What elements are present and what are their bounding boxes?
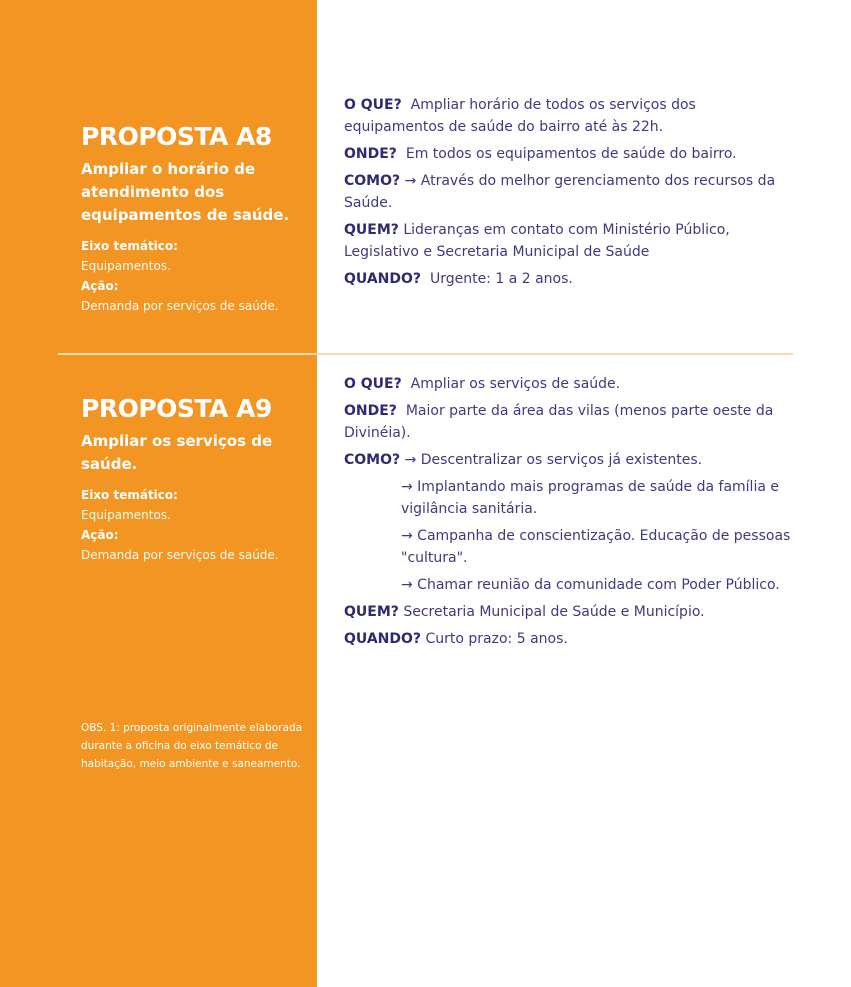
oque-row bbox=[344, 373, 799, 395]
proposal-a8-meta bbox=[81, 236, 291, 316]
como-label: COMO? bbox=[344, 452, 401, 468]
como-item: → Implantando mais programas de saúde da família e vigilância sanitária. bbox=[401, 479, 779, 517]
quem-row bbox=[344, 219, 799, 263]
acao-label: Ação: bbox=[81, 528, 119, 542]
proposal-a8-summary bbox=[81, 122, 291, 316]
como-row bbox=[344, 170, 799, 214]
proposal-a9-title: PROPOSTA A9 bbox=[81, 394, 272, 423]
onde-row bbox=[344, 400, 799, 444]
oque-text: Ampliar horário de todos os serviços dos equipamentos de saúde do bairro até às 22h. bbox=[344, 97, 696, 135]
oque-text: Ampliar os serviços de saúde. bbox=[410, 376, 621, 392]
como-label: COMO? bbox=[344, 173, 401, 189]
onde-label: ONDE? bbox=[344, 146, 397, 162]
oque-label: O QUE? bbox=[344, 97, 402, 113]
quem-row bbox=[344, 601, 799, 623]
como-text: → Através do melhor gerenciamento dos recursos da Saúde. bbox=[344, 173, 776, 211]
section-divider bbox=[58, 353, 793, 355]
quando-row bbox=[344, 628, 799, 650]
proposal-a9-details bbox=[344, 373, 799, 655]
quando-row bbox=[344, 268, 799, 290]
onde-row bbox=[344, 143, 799, 165]
proposal-a8-title: PROPOSTA A8 bbox=[81, 122, 272, 151]
como-item: → Campanha de conscientização. Educação de pessoas "cultura". bbox=[401, 528, 791, 566]
como-item: → Chamar reunião da comunidade com Poder Público. bbox=[401, 577, 780, 593]
acao-value: Demanda por serviços de saúde. bbox=[81, 548, 279, 562]
proposal-a9-subtitle: Ampliar os serviços de saúde. bbox=[81, 432, 273, 473]
onde-text: Em todos os equipamentos de saúde do bairro. bbox=[405, 146, 737, 162]
como-item-row bbox=[344, 525, 799, 569]
como-item: → Descentralizar os serviços já existentes. bbox=[404, 452, 703, 468]
como-row bbox=[344, 449, 799, 471]
observation-note: OBS. 1: proposta originalmente elaborada durante a oficina do eixo temático de habitação, meio ambiente e saneamento. bbox=[81, 722, 303, 770]
oque-label: O QUE? bbox=[344, 376, 402, 392]
acao-label: Ação: bbox=[81, 279, 119, 293]
eixo-value: Equipamentos. bbox=[81, 508, 171, 522]
proposal-a8-details bbox=[344, 94, 799, 295]
proposal-a9-summary bbox=[81, 394, 281, 565]
quando-text: Curto prazo: 5 anos. bbox=[425, 631, 568, 647]
eixo-label: Eixo temático: bbox=[81, 488, 178, 502]
proposal-a8-subtitle: Ampliar o horário de atendimento dos equipamentos de saúde. bbox=[81, 160, 290, 224]
proposal-a9-meta bbox=[81, 485, 281, 565]
quem-label: QUEM? bbox=[344, 222, 399, 238]
oque-row bbox=[344, 94, 799, 138]
quem-label: QUEM? bbox=[344, 604, 399, 620]
eixo-label: Eixo temático: bbox=[81, 239, 178, 253]
como-item-row bbox=[344, 574, 799, 596]
quem-text: Secretaria Municipal de Saúde e Município. bbox=[403, 604, 705, 620]
quando-text: Urgente: 1 a 2 anos. bbox=[429, 271, 573, 287]
onde-label: ONDE? bbox=[344, 403, 397, 419]
quando-label: QUANDO? bbox=[344, 631, 422, 647]
onde-text: Maior parte da área das vilas (menos parte oeste da Divinéia). bbox=[344, 403, 774, 441]
quando-label: QUANDO? bbox=[344, 271, 422, 287]
eixo-value: Equipamentos. bbox=[81, 259, 171, 273]
como-item-row bbox=[344, 476, 799, 520]
quem-text: Lideranças em contato com Ministério Público, Legislativo e Secretaria Municipal de Saúde bbox=[344, 222, 730, 260]
acao-value: Demanda por serviços de saúde. bbox=[81, 299, 279, 313]
